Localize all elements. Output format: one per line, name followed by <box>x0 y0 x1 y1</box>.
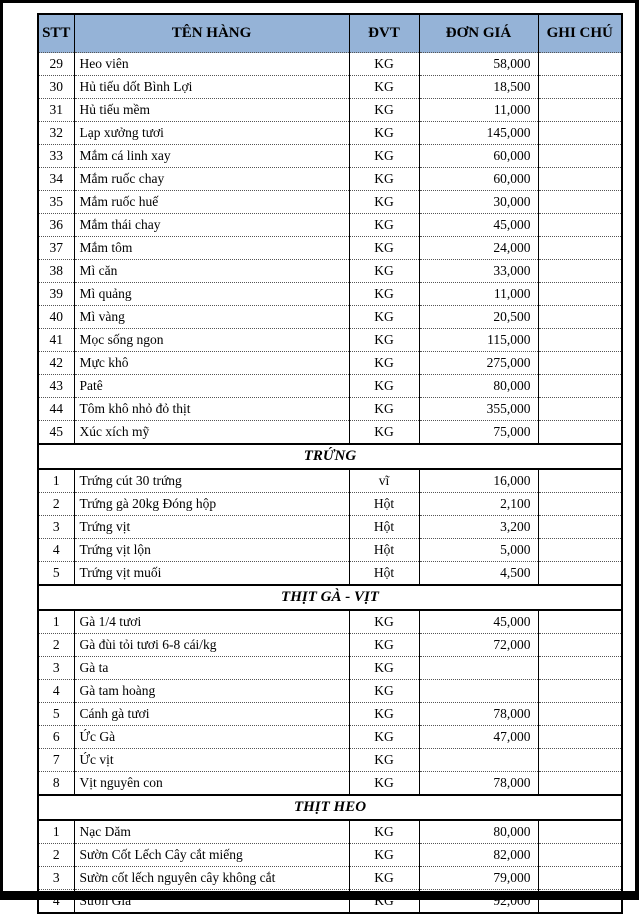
price-cell: 275,000 <box>419 352 538 375</box>
price-table <box>37 13 623 914</box>
unit-cell: KG <box>349 237 419 260</box>
name-cell: Tôm khô nhỏ đỏ thịt <box>74 398 349 421</box>
note-cell <box>538 283 622 306</box>
unit-cell: KG <box>349 168 419 191</box>
price-cell <box>419 749 538 772</box>
name-cell: Trứng vịt <box>74 516 349 539</box>
unit-cell: KG <box>349 214 419 237</box>
name-cell: Trứng vịt muối <box>74 562 349 586</box>
note-cell <box>538 99 622 122</box>
stt-cell: 2 <box>38 844 74 867</box>
note-cell <box>538 703 622 726</box>
name-cell: Mắm cá linh xay <box>74 145 349 168</box>
name-cell: Mì quảng <box>74 283 349 306</box>
price-cell: 18,500 <box>419 76 538 99</box>
name-cell: Mắm ruốc huế <box>74 191 349 214</box>
name-cell: Ức vịt <box>74 749 349 772</box>
table-row <box>38 99 622 122</box>
stt-cell: 32 <box>38 122 74 145</box>
table-row <box>38 76 622 99</box>
table-row <box>38 53 622 76</box>
stt-cell: 33 <box>38 145 74 168</box>
note-cell <box>538 516 622 539</box>
note-cell <box>538 214 622 237</box>
price-cell: 80,000 <box>419 820 538 844</box>
price-cell: 82,000 <box>419 844 538 867</box>
unit-cell: KG <box>349 421 419 445</box>
price-cell: 58,000 <box>419 53 538 76</box>
note-cell <box>538 562 622 586</box>
unit-cell: KG <box>349 657 419 680</box>
unit-cell: KG <box>349 375 419 398</box>
price-cell: 355,000 <box>419 398 538 421</box>
name-cell: Heo viên <box>74 53 349 76</box>
col-header-stt: STT <box>38 14 74 53</box>
price-cell: 78,000 <box>419 703 538 726</box>
price-cell: 47,000 <box>419 726 538 749</box>
stt-cell: 8 <box>38 772 74 796</box>
stt-cell: 45 <box>38 421 74 445</box>
note-cell <box>538 329 622 352</box>
table-row <box>38 749 622 772</box>
name-cell: Hủ tiếu mềm <box>74 99 349 122</box>
name-cell: Gà tam hoàng <box>74 680 349 703</box>
unit-cell: KG <box>349 306 419 329</box>
unit-cell: KG <box>349 122 419 145</box>
stt-cell: 1 <box>38 820 74 844</box>
note-cell <box>538 191 622 214</box>
stt-cell: 41 <box>38 329 74 352</box>
table-row <box>38 820 622 844</box>
unit-cell: KG <box>349 145 419 168</box>
name-cell: Gà đùi tỏi tươi 6-8 cái/kg <box>74 634 349 657</box>
stt-cell: 38 <box>38 260 74 283</box>
name-cell: Mọc sống ngon <box>74 329 349 352</box>
unit-cell: KG <box>349 726 419 749</box>
name-cell: Cánh gà tươi <box>74 703 349 726</box>
price-cell <box>419 657 538 680</box>
note-cell <box>538 421 622 445</box>
note-cell <box>538 469 622 493</box>
name-cell: Mắm ruốc chay <box>74 168 349 191</box>
stt-cell: 4 <box>38 890 74 914</box>
price-cell: 75,000 <box>419 421 538 445</box>
table-row <box>38 844 622 867</box>
unit-cell: KG <box>349 634 419 657</box>
table-row <box>38 122 622 145</box>
table-row <box>38 703 622 726</box>
table-row <box>38 516 622 539</box>
note-cell <box>538 657 622 680</box>
note-cell <box>538 867 622 890</box>
stt-cell: 3 <box>38 867 74 890</box>
stt-cell: 36 <box>38 214 74 237</box>
price-cell: 33,000 <box>419 260 538 283</box>
note-cell <box>538 398 622 421</box>
table-row <box>38 306 622 329</box>
unit-cell: KG <box>349 76 419 99</box>
table-row <box>38 680 622 703</box>
table-row <box>38 191 622 214</box>
table-row <box>38 493 622 516</box>
stt-cell: 37 <box>38 237 74 260</box>
stt-cell: 1 <box>38 469 74 493</box>
table-row <box>38 283 622 306</box>
col-header-don-gia: ĐƠN GIÁ <box>419 14 538 53</box>
name-cell: Ức Gà <box>74 726 349 749</box>
price-cell: 79,000 <box>419 867 538 890</box>
stt-cell: 42 <box>38 352 74 375</box>
name-cell: Sườn cốt lếch nguyên cây không cắt <box>74 867 349 890</box>
table-row <box>38 657 622 680</box>
name-cell: Mì căn <box>74 260 349 283</box>
table-header <box>38 14 622 53</box>
unit-cell: Hột <box>349 493 419 516</box>
table-row <box>38 890 622 914</box>
table-row <box>38 539 622 562</box>
unit-cell: vĩ <box>349 469 419 493</box>
stt-cell: 34 <box>38 168 74 191</box>
table-row <box>38 421 622 445</box>
stt-cell: 2 <box>38 493 74 516</box>
stt-cell: 43 <box>38 375 74 398</box>
unit-cell: KG <box>349 352 419 375</box>
price-cell: 20,500 <box>419 306 538 329</box>
note-cell <box>538 820 622 844</box>
unit-cell: KG <box>349 749 419 772</box>
note-cell <box>538 237 622 260</box>
unit-cell: KG <box>349 283 419 306</box>
name-cell: Mì vàng <box>74 306 349 329</box>
table-row <box>38 398 622 421</box>
price-cell: 60,000 <box>419 168 538 191</box>
section-title: TRỨNG <box>38 444 622 469</box>
note-cell <box>538 168 622 191</box>
col-header-ten-hang: TÊN HÀNG <box>74 14 349 53</box>
stt-cell: 1 <box>38 610 74 634</box>
name-cell: Gà 1/4 tươi <box>74 610 349 634</box>
name-cell: Mực khô <box>74 352 349 375</box>
stt-cell: 4 <box>38 680 74 703</box>
unit-cell: KG <box>349 680 419 703</box>
stt-cell: 3 <box>38 657 74 680</box>
name-cell: Hủ tiếu dốt Bình Lợi <box>74 76 349 99</box>
stt-cell: 29 <box>38 53 74 76</box>
price-cell: 45,000 <box>419 214 538 237</box>
note-cell <box>538 145 622 168</box>
table-row <box>38 726 622 749</box>
section-title: THỊT GÀ - VỊT <box>38 585 622 610</box>
note-cell <box>538 260 622 283</box>
note-cell <box>538 539 622 562</box>
price-cell: 60,000 <box>419 145 538 168</box>
price-cell: 5,000 <box>419 539 538 562</box>
unit-cell: KG <box>349 398 419 421</box>
price-cell: 3,200 <box>419 516 538 539</box>
name-cell: Mắm thái chay <box>74 214 349 237</box>
table-row <box>38 260 622 283</box>
unit-cell: KG <box>349 329 419 352</box>
col-header-ghi-chu: GHI CHÚ <box>538 14 622 53</box>
stt-cell: 35 <box>38 191 74 214</box>
stt-cell: 4 <box>38 539 74 562</box>
col-header-dvt: ĐVT <box>349 14 419 53</box>
price-cell: 24,000 <box>419 237 538 260</box>
name-cell: Mắm tôm <box>74 237 349 260</box>
table-row <box>38 469 622 493</box>
note-cell <box>538 76 622 99</box>
table-row <box>38 375 622 398</box>
table-row <box>38 237 622 260</box>
price-cell: 4,500 <box>419 562 538 586</box>
unit-cell: Hột <box>349 562 419 586</box>
price-cell: 11,000 <box>419 99 538 122</box>
price-cell: 30,000 <box>419 191 538 214</box>
stt-cell: 3 <box>38 516 74 539</box>
name-cell: Nạc Dăm <box>74 820 349 844</box>
unit-cell: KG <box>349 890 419 914</box>
name-cell: Gà ta <box>74 657 349 680</box>
unit-cell: KG <box>349 53 419 76</box>
unit-cell: KG <box>349 867 419 890</box>
unit-cell: KG <box>349 844 419 867</box>
price-cell: 78,000 <box>419 772 538 796</box>
price-cell: 45,000 <box>419 610 538 634</box>
unit-cell: KG <box>349 260 419 283</box>
name-cell: Vịt nguyên con <box>74 772 349 796</box>
table-row <box>38 214 622 237</box>
table-row <box>38 168 622 191</box>
name-cell: Trứng gà 20kg Đóng hộp <box>74 493 349 516</box>
note-cell <box>538 375 622 398</box>
price-cell: 2,100 <box>419 493 538 516</box>
note-cell <box>538 306 622 329</box>
unit-cell: Hột <box>349 539 419 562</box>
name-cell: Trứng vịt lộn <box>74 539 349 562</box>
note-cell <box>538 352 622 375</box>
unit-cell: KG <box>349 820 419 844</box>
note-cell <box>538 680 622 703</box>
section-row <box>38 795 622 820</box>
stt-cell: 44 <box>38 398 74 421</box>
table-row <box>38 562 622 586</box>
name-cell: Xúc xích mỹ <box>74 421 349 445</box>
stt-cell: 31 <box>38 99 74 122</box>
note-cell <box>538 844 622 867</box>
unit-cell: KG <box>349 772 419 796</box>
stt-cell: 6 <box>38 726 74 749</box>
stt-cell: 7 <box>38 749 74 772</box>
stt-cell: 5 <box>38 703 74 726</box>
name-cell: Sườn Cốt Lếch Cây cắt miếng <box>74 844 349 867</box>
table-row <box>38 867 622 890</box>
note-cell <box>538 610 622 634</box>
table-row <box>38 145 622 168</box>
unit-cell: Hột <box>349 516 419 539</box>
stt-cell: 40 <box>38 306 74 329</box>
price-cell: 11,000 <box>419 283 538 306</box>
stt-cell: 30 <box>38 76 74 99</box>
section-title: THỊT HEO <box>38 795 622 820</box>
stt-cell: 39 <box>38 283 74 306</box>
section-row <box>38 444 622 469</box>
name-cell: Sườn Già <box>74 890 349 914</box>
unit-cell: KG <box>349 610 419 634</box>
table-row <box>38 772 622 796</box>
section-row <box>38 585 622 610</box>
note-cell <box>538 53 622 76</box>
note-cell <box>538 890 622 914</box>
name-cell: Lạp xưởng tươi <box>74 122 349 145</box>
stt-cell: 2 <box>38 634 74 657</box>
note-cell <box>538 772 622 796</box>
price-cell: 92,000 <box>419 890 538 914</box>
table-row <box>38 329 622 352</box>
name-cell: Trứng cút 30 trứng <box>74 469 349 493</box>
table-body <box>38 53 622 914</box>
price-cell: 115,000 <box>419 329 538 352</box>
note-cell <box>538 493 622 516</box>
stt-cell: 5 <box>38 562 74 586</box>
note-cell <box>538 726 622 749</box>
table-row <box>38 352 622 375</box>
name-cell: Patê <box>74 375 349 398</box>
table-row <box>38 610 622 634</box>
unit-cell: KG <box>349 703 419 726</box>
price-cell: 80,000 <box>419 375 538 398</box>
unit-cell: KG <box>349 99 419 122</box>
price-cell <box>419 680 538 703</box>
price-cell: 16,000 <box>419 469 538 493</box>
price-cell: 72,000 <box>419 634 538 657</box>
table-row <box>38 634 622 657</box>
note-cell <box>538 122 622 145</box>
price-cell: 145,000 <box>419 122 538 145</box>
note-cell <box>538 749 622 772</box>
note-cell <box>538 634 622 657</box>
unit-cell: KG <box>349 191 419 214</box>
